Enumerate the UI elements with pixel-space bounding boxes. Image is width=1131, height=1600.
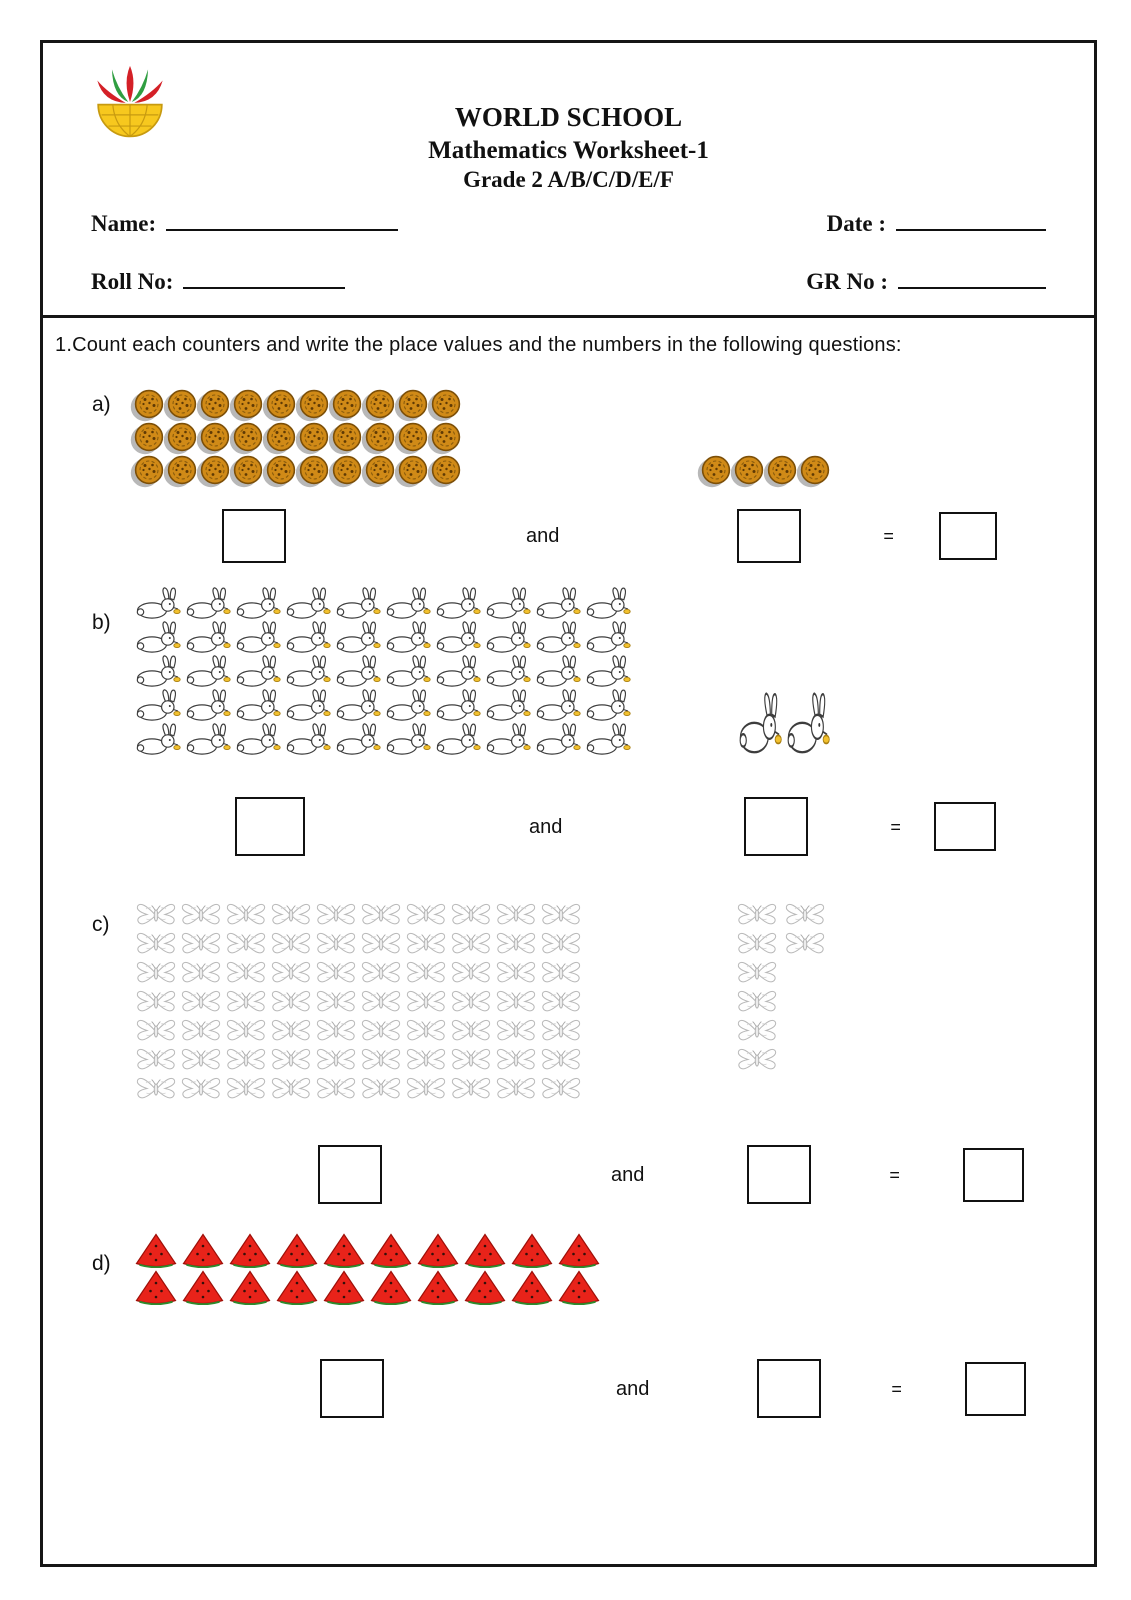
butterfly-icon xyxy=(224,929,268,957)
school-name: WORLD SCHOOL xyxy=(454,102,683,132)
watermelon-icon xyxy=(181,1270,225,1305)
butterfly-icon xyxy=(735,987,779,1015)
tens-answer-box[interactable] xyxy=(235,797,305,856)
butterfly-icon xyxy=(404,900,448,928)
rabbit-icon xyxy=(584,654,632,687)
watermelon-icon xyxy=(134,1233,178,1268)
rabbit-icon xyxy=(134,586,182,619)
rabbit-icon xyxy=(484,722,532,755)
counter-row xyxy=(134,1044,583,1073)
rabbit-icon xyxy=(284,620,332,653)
rabbit-icon xyxy=(534,654,582,687)
cookie-icon xyxy=(767,455,797,485)
butterfly-icon xyxy=(314,1016,358,1044)
butterfly-icon xyxy=(735,900,779,928)
rabbit-icon xyxy=(184,722,232,755)
roll-field xyxy=(91,265,345,295)
rabbit-icon xyxy=(134,620,182,653)
watermelon-icon xyxy=(463,1270,507,1305)
and-label: and xyxy=(529,815,563,838)
butterfly-icon xyxy=(539,900,583,928)
cookie-icon xyxy=(167,422,197,452)
rabbit-icon xyxy=(534,722,582,755)
butterfly-icon xyxy=(134,1016,178,1044)
butterfly-icon xyxy=(539,1074,583,1102)
cookie-icon xyxy=(266,389,296,419)
rabbit-icon xyxy=(584,688,632,721)
spacer xyxy=(384,1388,616,1389)
rabbit-icon xyxy=(584,722,632,755)
watermelon-icon xyxy=(416,1270,460,1305)
counter-row xyxy=(701,453,830,486)
butterfly-icon xyxy=(224,958,268,986)
butterfly-icon xyxy=(494,929,538,957)
ones-answer-box[interactable] xyxy=(747,1145,811,1204)
cookie-icon xyxy=(701,455,731,485)
worksheet-body xyxy=(43,318,1094,1418)
butterfly-icon xyxy=(359,1045,403,1073)
gr-label: GR No : xyxy=(806,268,888,294)
counter-row xyxy=(735,899,827,928)
rabbit-icon xyxy=(284,688,332,721)
and-label: and xyxy=(616,1377,650,1400)
question-d xyxy=(55,1232,1082,1418)
spacer xyxy=(900,1174,963,1175)
cookie-icon xyxy=(266,455,296,485)
instruction-text: 1.Count each counters and write the place values and the numbers in the following questions: xyxy=(55,334,902,356)
counter-row xyxy=(735,928,827,957)
counter-row xyxy=(134,899,583,928)
gr-write-line[interactable] xyxy=(898,265,1046,289)
counter-row xyxy=(735,986,827,1015)
butterfly-icon xyxy=(494,1045,538,1073)
counter-row xyxy=(735,1015,827,1044)
counter-row xyxy=(134,1269,601,1306)
butterfly-icon xyxy=(783,900,827,928)
counter-row xyxy=(735,1044,827,1073)
rabbit-icon xyxy=(534,586,582,619)
ones-answer-box[interactable] xyxy=(757,1359,821,1418)
rabbit-icon xyxy=(534,620,582,653)
watermelon-icon xyxy=(322,1270,366,1305)
title-block xyxy=(43,43,1094,195)
equals-sign: = xyxy=(891,1378,902,1399)
main-counter-group xyxy=(134,387,461,486)
butterfly-icon xyxy=(359,929,403,957)
rabbit-icon xyxy=(384,688,432,721)
rabbit-icon xyxy=(334,620,382,653)
butterfly-icon xyxy=(224,900,268,928)
date-write-line[interactable] xyxy=(896,207,1046,231)
rabbit-icon xyxy=(434,586,482,619)
rabbit-icon xyxy=(484,654,532,687)
counter-row xyxy=(134,1073,583,1102)
butterfly-icon xyxy=(269,1045,313,1073)
cookie-icon xyxy=(332,422,362,452)
rabbit-icon xyxy=(334,586,382,619)
watermelon-icon xyxy=(557,1233,601,1268)
butterfly-icon xyxy=(735,1045,779,1073)
answer-row xyxy=(222,509,1082,563)
butterfly-icon xyxy=(449,1045,493,1073)
butterfly-icon xyxy=(134,1045,178,1073)
butterfly-icon xyxy=(179,987,223,1015)
cookie-icon xyxy=(167,455,197,485)
watermelon-icon xyxy=(228,1270,272,1305)
rabbit-icon xyxy=(484,688,532,721)
cookie-icon xyxy=(134,422,164,452)
spacer xyxy=(821,1388,891,1389)
cookie-icon xyxy=(233,389,263,419)
butterfly-icon xyxy=(269,987,313,1015)
question-c xyxy=(55,899,1082,1204)
watermelon-icon xyxy=(134,1270,178,1305)
butterfly-icon xyxy=(269,929,313,957)
butterfly-icon xyxy=(494,900,538,928)
rabbit-icon xyxy=(334,654,382,687)
rabbit-icon xyxy=(134,688,182,721)
rabbit-icon xyxy=(284,586,332,619)
butterfly-icon xyxy=(449,1016,493,1044)
answer-row xyxy=(318,1145,1082,1204)
cookie-icon xyxy=(200,455,230,485)
spacer xyxy=(644,1174,747,1175)
butterfly-icon xyxy=(314,1045,358,1073)
cookie-icon xyxy=(332,389,362,419)
ones-answer-box[interactable] xyxy=(737,509,801,563)
answer-row xyxy=(235,797,1082,856)
butterfly-icon xyxy=(449,958,493,986)
counter-row xyxy=(134,619,632,653)
rabbit-icon xyxy=(234,586,282,619)
butterfly-icon xyxy=(539,1045,583,1073)
butterfly-icon xyxy=(359,958,403,986)
and-label: and xyxy=(526,525,560,547)
watermelon-icon xyxy=(228,1233,272,1268)
butterfly-icon xyxy=(359,987,403,1015)
butterfly-icon xyxy=(449,900,493,928)
butterfly-icon xyxy=(735,929,779,957)
extra-counter-group xyxy=(735,899,827,1073)
cookie-icon xyxy=(134,389,164,419)
rabbit-icon xyxy=(234,620,282,653)
spacer xyxy=(901,826,934,827)
counter-row xyxy=(134,1232,601,1269)
rabbit-icon xyxy=(737,690,783,754)
rabbit-icon xyxy=(234,722,282,755)
question-a xyxy=(55,387,1082,563)
rabbit-icon xyxy=(384,722,432,755)
rabbit-icon xyxy=(785,690,831,754)
butterfly-icon xyxy=(494,958,538,986)
tens-answer-box[interactable] xyxy=(320,1359,384,1418)
spacer xyxy=(286,536,526,537)
watermelon-icon xyxy=(275,1270,319,1305)
equals-sign: = xyxy=(889,1164,900,1185)
butterfly-icon xyxy=(224,1045,268,1073)
cookie-icon xyxy=(398,389,428,419)
roll-label: Roll No: xyxy=(91,268,174,294)
butterfly-icon xyxy=(494,1016,538,1044)
butterfly-icon xyxy=(404,1016,448,1044)
butterfly-icon xyxy=(224,987,268,1015)
watermelon-icon xyxy=(416,1233,460,1268)
butterfly-icon xyxy=(735,958,779,986)
cookie-icon xyxy=(431,389,461,419)
counter-row xyxy=(134,957,583,986)
name-field xyxy=(91,207,398,237)
rabbit-icon xyxy=(234,654,282,687)
butterfly-icon xyxy=(314,1074,358,1102)
counter-row xyxy=(134,986,583,1015)
butterfly-icon xyxy=(269,1074,313,1102)
counter-row xyxy=(134,585,632,619)
cookie-icon xyxy=(365,422,395,452)
counter-row xyxy=(134,420,461,453)
spacer xyxy=(649,1388,757,1389)
butterfly-icon xyxy=(134,987,178,1015)
spacer xyxy=(305,826,529,827)
tens-answer-box[interactable] xyxy=(318,1145,382,1204)
total-answer-box[interactable] xyxy=(939,512,997,560)
rabbit-icon xyxy=(584,586,632,619)
cookie-icon xyxy=(734,455,764,485)
butterfly-icon xyxy=(404,958,448,986)
rabbit-icon xyxy=(384,654,432,687)
butterfly-icon xyxy=(179,1074,223,1102)
worksheet-sheet xyxy=(40,40,1097,1567)
counter-row xyxy=(134,1015,583,1044)
counter-display xyxy=(55,899,1082,1102)
counter-row xyxy=(735,957,827,986)
rabbit-icon xyxy=(484,586,532,619)
cookie-icon xyxy=(431,455,461,485)
worksheet-title: Mathematics Worksheet-1 xyxy=(428,136,709,164)
rabbit-icon xyxy=(284,722,332,755)
watermelon-icon xyxy=(275,1233,319,1268)
rabbit-icon xyxy=(184,654,232,687)
cookie-icon xyxy=(365,389,395,419)
butterfly-icon xyxy=(404,1074,448,1102)
cookie-icon xyxy=(299,422,329,452)
counter-row xyxy=(134,387,461,420)
butterfly-icon xyxy=(179,1045,223,1073)
watermelon-icon xyxy=(369,1270,413,1305)
cookie-icon xyxy=(398,422,428,452)
butterfly-icon xyxy=(134,929,178,957)
counter-row xyxy=(134,928,583,957)
equals-sign: = xyxy=(890,816,901,837)
butterfly-icon xyxy=(494,1074,538,1102)
butterfly-icon xyxy=(179,900,223,928)
butterfly-icon xyxy=(314,929,358,957)
butterfly-icon xyxy=(314,987,358,1015)
rabbit-icon xyxy=(434,654,482,687)
rabbit-icon xyxy=(184,586,232,619)
cookie-icon xyxy=(134,455,164,485)
rabbit-icon xyxy=(434,620,482,653)
watermelon-icon xyxy=(557,1270,601,1305)
butterfly-icon xyxy=(269,900,313,928)
butterfly-icon xyxy=(269,958,313,986)
butterfly-icon xyxy=(449,929,493,957)
butterfly-icon xyxy=(269,1016,313,1044)
and-label: and xyxy=(611,1163,645,1186)
name-label: Name: xyxy=(91,210,157,236)
date-label: Date : xyxy=(826,210,886,236)
cookie-icon xyxy=(800,455,830,485)
name-write-line[interactable] xyxy=(166,207,398,231)
roll-write-line[interactable] xyxy=(183,265,345,289)
question-label: b) xyxy=(92,611,111,634)
butterfly-icon xyxy=(359,1074,403,1102)
spacer xyxy=(902,1388,965,1389)
cookie-icon xyxy=(398,455,428,485)
question-b xyxy=(55,585,1082,856)
rabbit-icon xyxy=(234,688,282,721)
name-date-row xyxy=(43,207,1094,237)
main-counter-group xyxy=(134,899,583,1102)
butterfly-icon xyxy=(224,1074,268,1102)
rabbit-icon xyxy=(434,688,482,721)
counter-row xyxy=(134,453,461,486)
question-label: c) xyxy=(92,913,110,936)
rabbit-icon xyxy=(334,722,382,755)
spacer xyxy=(811,1174,889,1175)
total-answer-box[interactable] xyxy=(934,802,996,851)
spacer xyxy=(559,536,737,537)
cookie-icon xyxy=(431,422,461,452)
counter-row xyxy=(737,689,831,755)
butterfly-icon xyxy=(134,1074,178,1102)
butterfly-icon xyxy=(314,900,358,928)
rabbit-icon xyxy=(484,620,532,653)
cookie-icon xyxy=(233,455,263,485)
spacer xyxy=(382,1174,611,1175)
total-answer-box[interactable] xyxy=(965,1362,1026,1416)
spacer xyxy=(801,536,883,537)
cookie-icon xyxy=(200,389,230,419)
spacer xyxy=(562,826,744,827)
rabbit-icon xyxy=(384,586,432,619)
tens-answer-box[interactable] xyxy=(222,509,286,563)
butterfly-icon xyxy=(539,1016,583,1044)
watermelon-icon xyxy=(181,1233,225,1268)
counter-row xyxy=(134,653,632,687)
butterfly-icon xyxy=(179,958,223,986)
cookie-icon xyxy=(299,389,329,419)
butterfly-icon xyxy=(134,958,178,986)
question-label: a) xyxy=(92,393,111,416)
extra-counter-group xyxy=(701,453,830,486)
rabbit-icon xyxy=(134,654,182,687)
butterfly-icon xyxy=(179,1016,223,1044)
butterfly-icon xyxy=(134,900,178,928)
cookie-icon xyxy=(332,455,362,485)
rabbit-icon xyxy=(334,688,382,721)
main-counter-group xyxy=(134,585,632,755)
counter-display xyxy=(55,387,1082,486)
butterfly-icon xyxy=(179,929,223,957)
watermelon-icon xyxy=(463,1233,507,1268)
butterfly-icon xyxy=(404,987,448,1015)
rabbit-icon xyxy=(434,722,482,755)
cookie-icon xyxy=(233,422,263,452)
butterfly-icon xyxy=(404,929,448,957)
butterfly-icon xyxy=(494,987,538,1015)
cookie-icon xyxy=(266,422,296,452)
counter-row xyxy=(134,721,632,755)
butterfly-icon xyxy=(539,929,583,957)
cookie-icon xyxy=(365,455,395,485)
butterfly-icon xyxy=(735,1016,779,1044)
butterfly-icon xyxy=(449,1074,493,1102)
spacer xyxy=(808,826,890,827)
counter-row xyxy=(134,687,632,721)
watermelon-icon xyxy=(510,1270,554,1305)
butterfly-icon xyxy=(449,987,493,1015)
watermelon-icon xyxy=(369,1233,413,1268)
total-answer-box[interactable] xyxy=(963,1148,1024,1202)
rabbit-icon xyxy=(534,688,582,721)
equals-sign: = xyxy=(883,526,894,546)
cookie-icon xyxy=(299,455,329,485)
date-field xyxy=(827,207,1046,237)
spacer xyxy=(894,536,939,537)
cookie-icon xyxy=(200,422,230,452)
rabbit-icon xyxy=(284,654,332,687)
butterfly-icon xyxy=(359,900,403,928)
rabbit-icon xyxy=(384,620,432,653)
answer-row xyxy=(320,1359,1082,1418)
watermelon-icon xyxy=(322,1233,366,1268)
grade-line: Grade 2 A/B/C/D/E/F xyxy=(463,167,674,192)
rabbit-icon xyxy=(134,722,182,755)
rabbit-icon xyxy=(184,688,232,721)
rabbit-icon xyxy=(584,620,632,653)
butterfly-icon xyxy=(314,958,358,986)
ones-answer-box[interactable] xyxy=(744,797,808,856)
butterfly-icon xyxy=(539,987,583,1015)
questions-container xyxy=(55,387,1082,1418)
main-counter-group xyxy=(134,1232,601,1306)
butterfly-icon xyxy=(783,929,827,957)
counter-display xyxy=(55,1232,1082,1306)
cookie-icon xyxy=(167,389,197,419)
roll-gr-row xyxy=(43,265,1094,295)
butterfly-icon xyxy=(539,958,583,986)
counter-display xyxy=(55,585,1082,755)
school-logo-icon xyxy=(87,63,173,141)
butterfly-icon xyxy=(224,1016,268,1044)
header xyxy=(43,43,1094,318)
extra-counter-group xyxy=(737,689,831,755)
butterfly-icon xyxy=(359,1016,403,1044)
question-label: d) xyxy=(92,1252,111,1275)
watermelon-icon xyxy=(510,1233,554,1268)
gr-field xyxy=(806,265,1046,295)
rabbit-icon xyxy=(184,620,232,653)
butterfly-icon xyxy=(404,1045,448,1073)
